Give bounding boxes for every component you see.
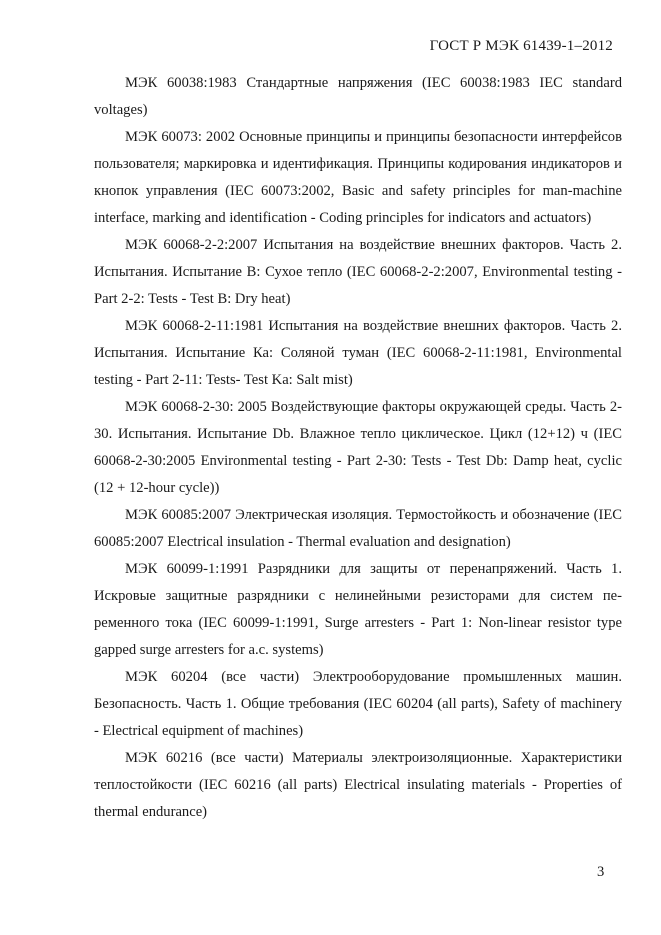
reference-iec-60099-1: МЭК 60099-1:1991 Разрядники для защиты от перенапряжений. Часть 1. Искровые защитные разрядники с нелинейными резисторами для систем переменного тока (IEC 60099-1:1991, Surge arresters - Part 1: Non-linear resistor type gapped surge arresters for a.c. systems)	[94, 561, 622, 658]
page-number: 3	[597, 864, 605, 880]
reference-iec-60085: МЭК 60085:2007 Электрическая изоляция. Термостойкость и обозначение (IEC 60085:2007 Electrical insulation - Thermal evaluation and designation)	[94, 507, 622, 550]
reference-iec-60038: МЭК 60038:1983 Стандартные напряжения (IEC 60038:1983 IEC standard voltages)	[94, 75, 622, 118]
standard-header: ГОСТ Р МЭК 61439-1–2012	[429, 38, 613, 54]
reference-iec-60073: МЭК 60073: 2002 Основные принципы и принципы безопасности интерфейсов пользователя; маркировка и идентификация. Принципы кодирования индикаторов и кнопок управления (IEC 60073:2002, Basic and safety principles for man-machine interface, marking and identification - Coding principles for indicators and actuators)	[94, 129, 622, 226]
reference-iec-60216: МЭК 60216 (все части) Материалы электроизоляционные. Характеристики теплостойкости (IEC 60216 (all parts) Electrical insulating materials - Properties of thermal endurance)	[94, 750, 622, 820]
reference-iec-60068-2-11: МЭК 60068-2-11:1981 Испытания на воздействие внешних факторов. Часть 2. Испытания. Испытание Ка: Соляной туман (IEC 60068-2-11:1981, Environmental testing - Part 2-11: Tests- Test Ka: Salt mist)	[94, 318, 622, 388]
reference-iec-60068-2-30: МЭК 60068-2-30: 2005 Воздействующие факторы окружающей среды. Часть 2-30. Испытания. Испытание Db. Влажное тепло циклическое. Цикл (12+12) ч (IEC 60068-2-30:2005 Environmental testing - Part 2-30: Tests - Test Db: Damp heat, cyclic (12 + 12-hour cycle))	[94, 399, 622, 496]
reference-iec-60068-2-2: МЭК 60068-2-2:2007 Испытания на воздействие внешних факторов. Часть 2. Испытания. Испытание В: Сухое тепло (IEC 60068-2-2:2007, Environmental testing - Part 2-2: Tests - Test B: Dry heat)	[94, 237, 622, 307]
reference-iec-60204: МЭК 60204 (все части) Электрооборудование промышленных машин. Безопасность. Часть 1. Общие требования (IEC 60204 (all parts), Safety of machinery - Electrical equipment of machines)	[94, 669, 622, 739]
references-list	[94, 70, 622, 826]
